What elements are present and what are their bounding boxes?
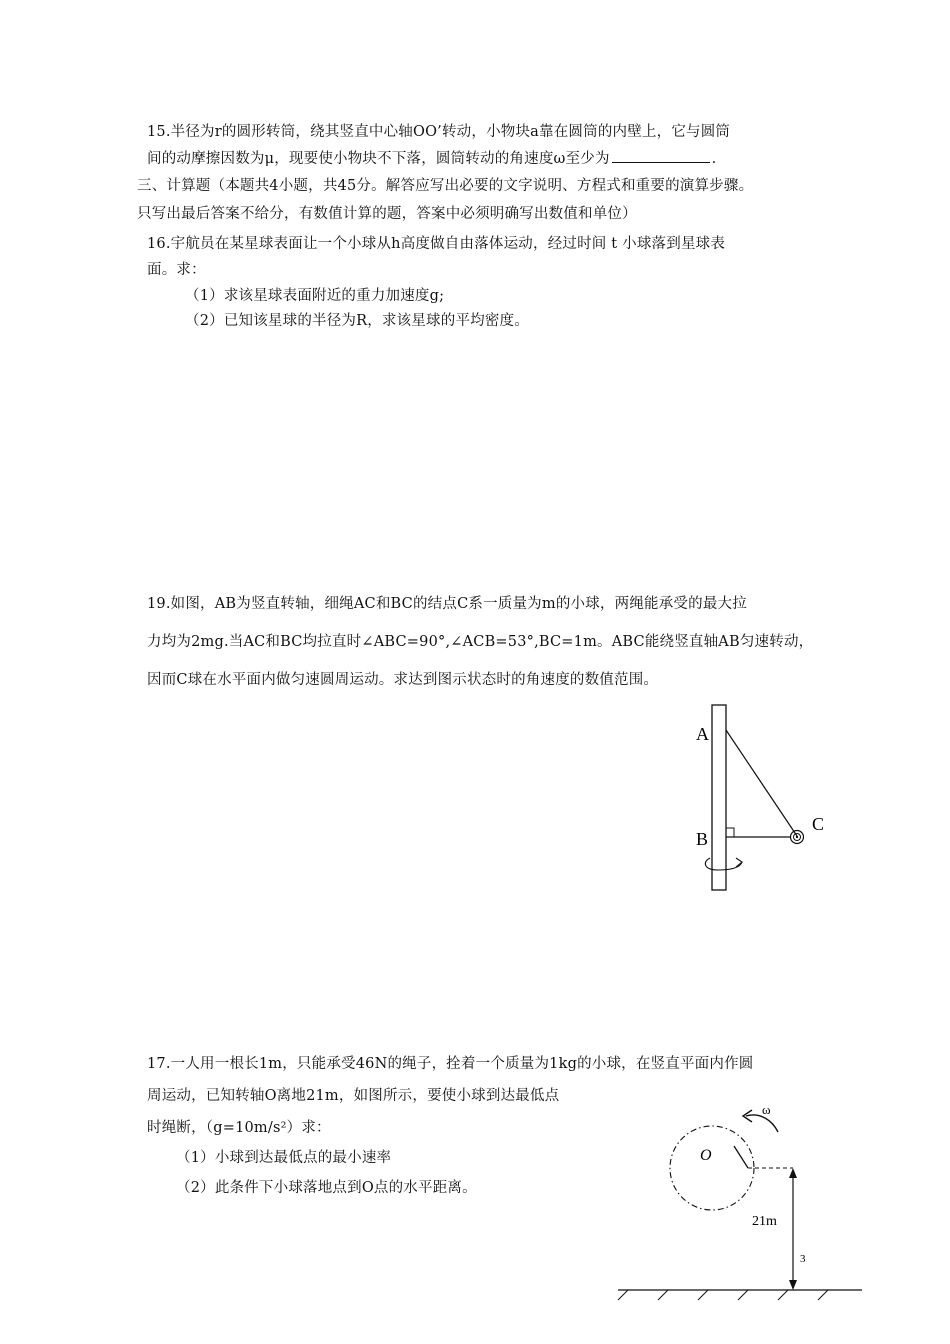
q17-sub2: （2）此条件下小球落地点到O点的水平距离。 [176,1180,477,1196]
q17-sub1: （1）小球到达最低点的最小速率 [176,1150,392,1166]
q15-line2 [147,148,716,169]
label-o: O [700,1147,712,1164]
q19-figure [690,700,840,900]
section3-note: 只写出最后答案不给分，有数值计算的题，答案中必须明确写出数值和单位） [137,206,637,222]
q15-line1: 15.半径为r的圆形转筒，绕其竖直中心轴OO’转动，小物块a靠在圆筒的内壁上，它与圆筒 [147,124,731,140]
section3-heading: 三、计算题（本题共4小题，共45分。解答应写出必要的文字说明、方程式和重要的演算步骤。 [137,178,754,194]
q16-line2: 面。求： [147,262,206,278]
q15-line2-text: 间的动摩擦因数为μ，现要使小物块不下落，圆筒转动的角速度ω至少为 [147,151,610,167]
q16-sub2: （2）已知该星球的半径为R，求该星球的平均密度。 [185,313,529,329]
q16-sub1: （1）求该星球表面附近的重力加速度g; [185,288,445,304]
label-height: 21m [752,1214,777,1229]
rope-line [734,1146,748,1168]
ground-hatching [618,1290,828,1300]
q15-line2-end: . [711,151,717,167]
label-omega: ω [762,1102,771,1117]
q17-line2: 周运动，已知转轴O离地21m，如图所示，要使小球到达最低点 [147,1088,560,1104]
q15-answer-blank[interactable] [612,148,710,163]
rotation-shaft [712,705,726,890]
q19-line1: 19.如图，AB为竖直转轴，细绳AC和BC的结点C系一质量为m的小球，两绳能承受的最大拉 [147,596,747,612]
q19-line2: 力均为2mg.当AC和BC均拉直时∠ABC=90°,∠ACB=53°,BC=1m。ABC能绕竖直轴AB匀速转动， [147,634,814,650]
q17-line3: 时绳断，（g=10m/s²）求： [147,1120,331,1136]
label-c: C [812,814,825,834]
rotation-arc-icon [746,1115,778,1132]
q19-line3: 因而C球在水平面内做匀速圆周运动。求达到图示状态时的角速度的数值范围。 [147,672,659,688]
label-a: A [696,724,709,744]
q16-line1: 16.宇航员在某星球表面让一个小球从h高度做自由落体运动，经过时间 t 小球落到星球表 [147,236,726,252]
label-b: B [696,829,709,849]
circular-path [670,1126,754,1210]
rotation-arrow-icon [705,858,742,870]
q17-figure [610,1100,870,1310]
q17-line1: 17.一人用一根长1m，只能承受46N的绳子，拴着一个质量为1kg的小球，在竖直平面内作圆 [147,1056,754,1072]
rope-ac [726,730,797,836]
label-page-number: 3 [800,1253,806,1265]
right-angle-marker [726,828,734,837]
